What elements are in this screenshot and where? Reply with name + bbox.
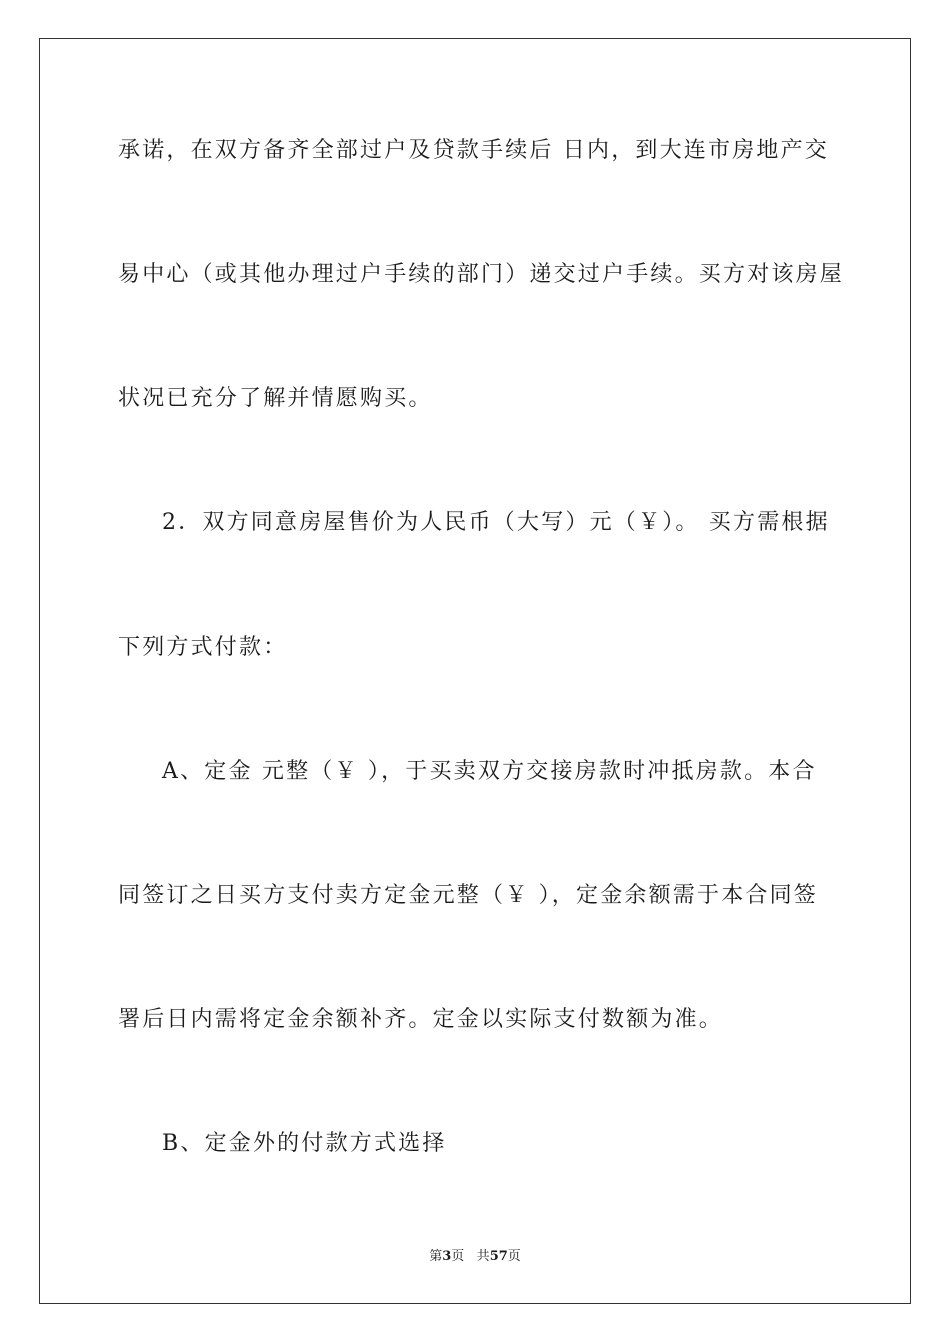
total-pages: 57 — [489, 1249, 508, 1264]
page-border — [39, 38, 911, 1304]
paragraph-line: 2．双方同意房屋售价为人民币（大写）元（￥）。 买方需根据 — [162, 510, 830, 535]
paragraph-line: B、定金外的付款方式选择 — [162, 1131, 447, 1156]
total-prefix: 共 — [476, 1249, 490, 1264]
paragraph-line: 状况已充分了解并情愿购买。 — [118, 386, 433, 411]
paragraph-line: 下列方式付款： — [118, 635, 288, 660]
paragraph-line: 署后日内需将定金余额补齐。定金以实际支付数额为准。 — [118, 1007, 724, 1032]
page-suffix: 页 — [451, 1249, 465, 1264]
page-number: 3 — [442, 1249, 452, 1264]
paragraph-line: 同签订之日买方支付卖方定金元整（￥ ），定金余额需于本合同签 — [118, 883, 818, 908]
page-prefix: 第 — [429, 1249, 443, 1264]
paragraph-line: 易中心（或其他办理过户手续的部门）递交过户手续。买方对该房屋 — [118, 262, 845, 287]
paragraph-line: 承诺，在双方备齐全部过户及贷款手续后 日内，到大连市房地产交 — [118, 138, 829, 163]
paragraph-line: A、定金 元整（￥ ），于买卖双方交接房款时冲抵房款。本合 — [162, 759, 817, 784]
page-footer — [0, 1249, 950, 1265]
total-suffix: 页 — [507, 1249, 521, 1264]
